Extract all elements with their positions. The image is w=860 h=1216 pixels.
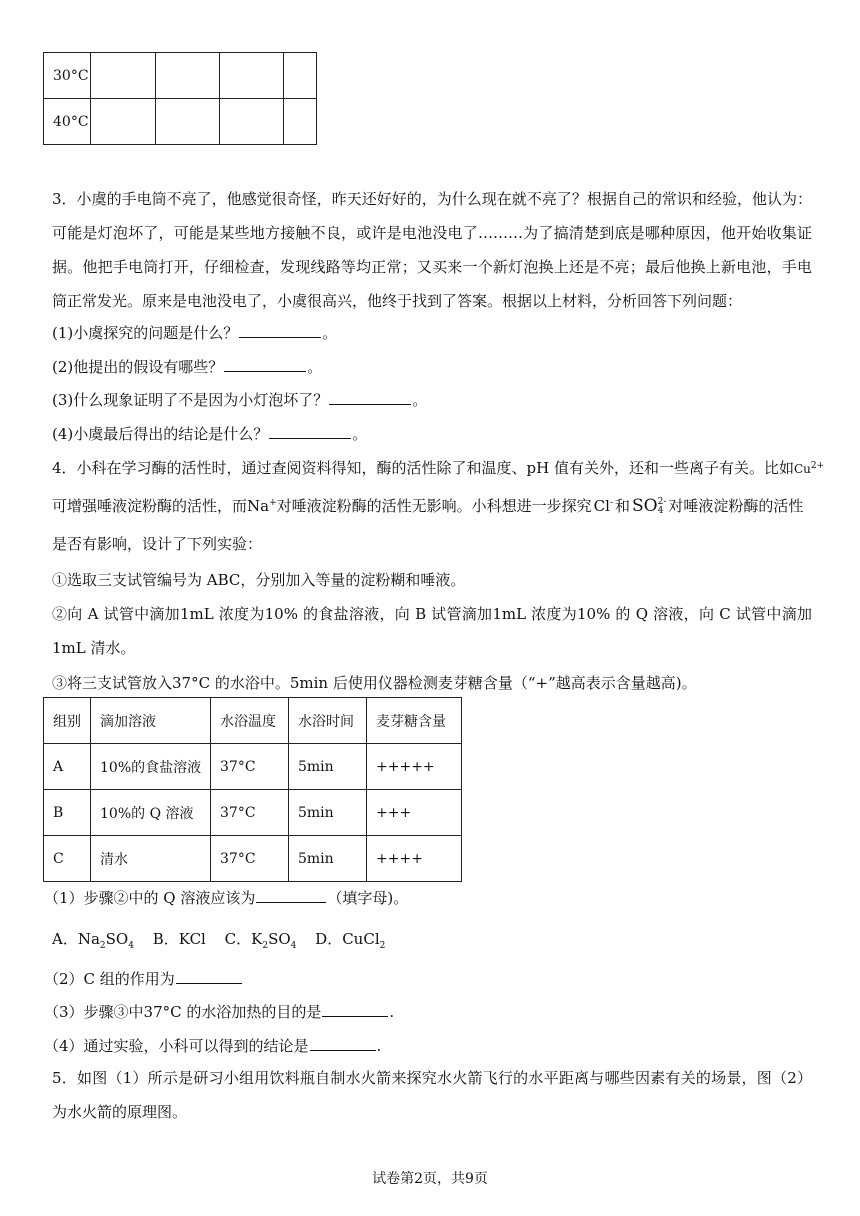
table-cell: 37°C <box>211 836 289 882</box>
so4-ion: SO 2- 4 <box>632 496 667 516</box>
dot: . <box>389 1003 395 1021</box>
table-cell <box>91 99 156 145</box>
q3-sub2 <box>52 356 322 377</box>
table-cell: ++++ <box>367 836 462 882</box>
table-cell <box>220 53 284 99</box>
q4-sub3 <box>44 1001 394 1022</box>
table-cell: 30°C <box>44 53 91 99</box>
table-row <box>44 744 462 790</box>
table-cell: 5min <box>289 744 367 790</box>
cu-ion: $Cu^{2+}$ <box>794 461 825 476</box>
table-row <box>44 99 317 145</box>
q4-intro-b: 可增强唾液淀粉酶的活性，而 <box>52 497 248 515</box>
q3-sub3 <box>52 389 427 410</box>
table-cell: 40°C <box>44 99 91 145</box>
table-cell: B <box>44 790 91 836</box>
period: 。 <box>412 391 428 409</box>
table-cell <box>284 53 317 99</box>
q4-step1: ①选取三支试管编号为 ABC，分别加入等量的淀粉糊和唾液。 <box>52 571 466 589</box>
na-ion: Na+ <box>247 497 277 515</box>
table-header-cell: 水浴温度 <box>211 698 289 744</box>
answer-blank[interactable] <box>224 357 306 372</box>
table-cell <box>156 53 220 99</box>
option-a[interactable]: A．$Na_2SO_4$ <box>52 930 134 951</box>
answer-blank[interactable] <box>322 1002 388 1017</box>
table-row <box>44 836 462 882</box>
q4-intro-d: 对唾液淀粉酶的活性 <box>668 497 804 515</box>
q4-sub4-text: （4）通过实验，小科可以得到的结论是 <box>44 1037 309 1055</box>
q3-sub2-text: (2)他提出的假设有哪些？ <box>52 358 224 376</box>
q4-step2: ②向 A 试管中滴加1mL 浓度为10% 的食盐溶液，向 B 试管滴加1mL 浓度为10% 的 Q 溶液，向 C 试管中滴加1mL 清水。 <box>52 605 812 657</box>
period: 。 <box>322 324 338 342</box>
q4-step3: ③将三支试管放入37°C 的水浴中。5min 后使用仪器检测麦芽糖含量（“+”越高表示含量越高)。 <box>52 674 697 692</box>
answer-blank[interactable] <box>329 390 411 405</box>
table-header-cell: 水浴时间 <box>289 698 367 744</box>
answer-blank[interactable] <box>176 969 242 984</box>
table-cell: +++ <box>367 790 462 836</box>
q4-intro-line2 <box>52 495 803 516</box>
q3-intro: 3．小虞的手电筒不亮了，他感觉很奇怪，昨天还好好的，为什么现在就不亮了？根据自己的常识和经验，他认为：可能是灯泡坏了，可能是某些地方接触不良，或许是电池没电了………为了搞清楚到底是哪种原因，他开始收集证据。他把手电筒打开，仔细检查，发现线路等均正常；又买来一个新灯泡换上还是不亮；最后他换上新电池，手电筒正常发光。原来是电池没电了，小虞很高兴，他终于找到了答案。根据以上材料，分析回答下列问题： <box>52 190 812 310</box>
table-cell: 清水 <box>91 836 211 882</box>
q4-sub1-tail: （填字母)。 <box>327 889 409 907</box>
q4-sub2 <box>44 968 243 989</box>
table-row <box>44 790 462 836</box>
answer-blank[interactable] <box>256 888 326 903</box>
table-header-cell: 麦芽糖含量 <box>367 698 462 744</box>
table-cell: 10%的 Q 溶液 <box>91 790 211 836</box>
table-cell: 37°C <box>211 744 289 790</box>
answer-blank[interactable] <box>310 1036 376 1051</box>
answer-blank[interactable] <box>269 424 351 439</box>
q4-intro-line1 <box>52 457 824 478</box>
q3-sub4 <box>52 423 367 444</box>
q4-sub1 <box>44 887 408 908</box>
q4-sub4 <box>44 1035 381 1056</box>
q4-intro-c: 对唾液淀粉酶的活性无影响。小科想进一步探究 <box>276 497 592 515</box>
table-header-cell: 组别 <box>44 698 91 744</box>
table-cell: A <box>44 744 91 790</box>
q4-intro-e: 是否有影响，设计了下列实验： <box>52 535 263 553</box>
q4-intro-a: 4．小科在学习酶的活性时，通过查阅资料得知，酶的活性除了和温度、pH 值有关外，还和一些离子有关。比如 <box>52 459 794 477</box>
option-d[interactable]: D．CuCl$_2$ <box>315 930 386 951</box>
table-cell: 10%的食盐溶液 <box>91 744 211 790</box>
cl-ion: Cl- <box>593 497 613 515</box>
table-cell: C <box>44 836 91 882</box>
q5-text: 5．如图（1）所示是研习小组用饮料瓶自制水火箭来探究水火箭飞行的水平距离与哪些因素有关的场景，图（2）为水火箭的原理图。 <box>52 1069 812 1121</box>
page-footer: 试卷第2页，共9页 <box>372 1171 488 1187</box>
q3-sub4-text: (4)小虞最后得出的结论是什么？ <box>52 425 269 443</box>
option-b[interactable]: B．KCl <box>152 930 206 948</box>
option-c[interactable]: C．$K_2SO_4$ <box>224 930 297 951</box>
q4-options <box>52 928 385 951</box>
table-cell: +++++ <box>367 744 462 790</box>
q4-sub3-text: （3）步骤③中37°C 的水浴加热的目的是 <box>44 1003 322 1021</box>
table-cell <box>156 99 220 145</box>
period: 。 <box>352 425 368 443</box>
table-cell: 5min <box>289 790 367 836</box>
table-header-row <box>44 698 462 744</box>
table-cell <box>91 53 156 99</box>
q3-sub1 <box>52 322 337 343</box>
table-row <box>44 53 317 99</box>
period: 。 <box>307 358 323 376</box>
experiment-table <box>43 697 462 882</box>
table-cell <box>284 99 317 145</box>
table-cell <box>220 99 284 145</box>
q4-sub1-text: （1）步骤②中的 Q 溶液应该为 <box>44 889 256 907</box>
table-header-cell: 滴加溶液 <box>91 698 211 744</box>
q3-sub1-text: (1)小虞探究的问题是什么？ <box>52 324 239 342</box>
temperature-table <box>43 52 317 145</box>
and-text: 和 <box>614 497 630 515</box>
table-cell: 37°C <box>211 790 289 836</box>
dot: . <box>376 1037 382 1055</box>
table-cell: 5min <box>289 836 367 882</box>
q3-sub3-text: (3)什么现象证明了不是因为小灯泡坏了？ <box>52 391 329 409</box>
answer-blank[interactable] <box>239 323 321 338</box>
q4-sub2-text: （2）C 组的作用为 <box>44 970 175 988</box>
